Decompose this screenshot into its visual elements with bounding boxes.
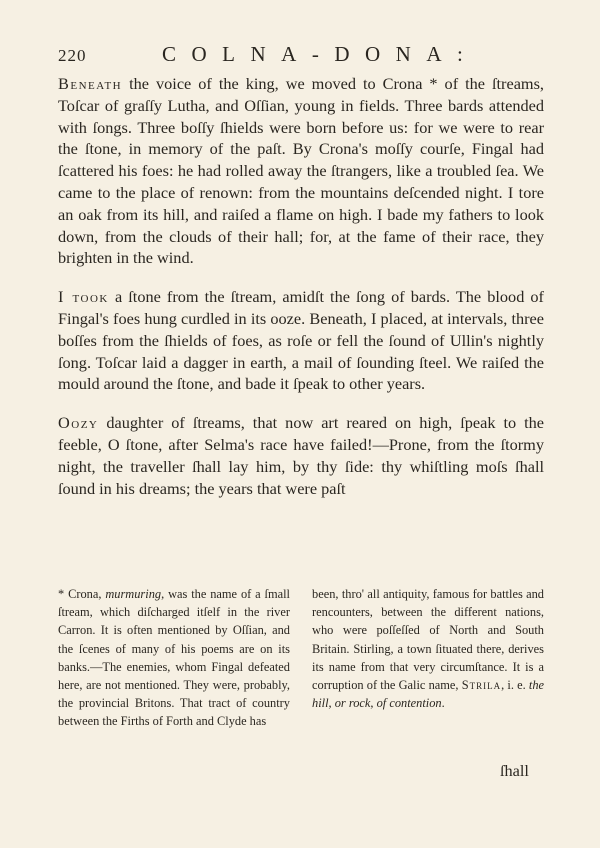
paragraph-3 [58, 412, 544, 499]
footnote-italic: murmuring [105, 587, 162, 601]
footnote-small-caps: Strila [461, 678, 502, 693]
footnote-text-end: . [441, 696, 445, 711]
footnote [58, 585, 544, 731]
page-header [58, 40, 546, 70]
paragraph-lead: Oozy [58, 413, 99, 433]
paragraph-1 [58, 73, 544, 269]
running-title: COLNA-DONA: [162, 42, 479, 66]
footnote-text: been, thro' all antiquity, famous for battles and rencounters, between the different nations, who were poſſeſſed of North and South Britain. Stirling, a town ſituated there, derives its name from that very circumſtance. It is a corruption of the Galic name, [312, 587, 544, 693]
main-text [58, 73, 544, 499]
footnote-text: , was the name of a ſmall ſtream, which diſcharged itſelf in the river Carron. It is often mentioned by Oſſian, and the ſcenes of many of his poems are on its banks.—The enemies, whom Fingal defeated here, are not mentioned. They were, probably, the provincial Britons. That tract of country between the Firths of Forth and Clyde has [58, 587, 290, 729]
paragraph-lead: I took [58, 287, 109, 307]
paragraph-body: a ſtone from the ſtream, amidſt the ſong of bards. The blood of Fingal's foes hung curdled in its ooze. Beneath, I placed, at intervals, three boſſes from the ſhields of foes, as roſe or fell the ſound of Ullin's nightly ſong. Toſcar laid a dagger in earth, a mail of ſounding ſteel. We raiſed the mould around the ſtone, and bade it ſpeak to other years. [58, 287, 544, 394]
paragraph-lead: Beneath [58, 74, 123, 93]
footnote-column-left [58, 585, 290, 731]
page-number: 220 [58, 46, 87, 65]
paragraph-body: daughter of ſtreams, that now art reared on high, ſpeak to the feeble, O ſtone, after Selma's race have failed!—Prone, from the ſtormy night, the traveller ſhall lay him, by thy ſide: thy whiſtling moſs ſhall ſound in his dreams; the years that were paſt [58, 413, 544, 498]
paragraph-body: the voice of the king, we moved to Crona * of the ſtreams, Toſcar of graſſy Lutha, and Oſſian, young in fields. Three bards attended with ſongs. Three boſſy ſhields were born before us: for we were to rear the ſtone, in memory of the paſt. By Crona's moſſy courſe, Fingal had ſcattered his foes: he had rolled away the ſtrangers, like a troubled ſea. We came to the place of renown: from the mountains deſcended night. I tore an oak from its hill, and raiſed a flame on high. I bade my fathers to look down, from the clouds of their hall; for, at the fame of their race, they brighten in the wind. [58, 74, 544, 268]
footnote-text-mid: , i. e. [501, 678, 529, 693]
catchword: ſhall [500, 761, 529, 780]
footnote-marker: * Crona, [58, 587, 106, 601]
paragraph-2 [58, 286, 544, 395]
footnote-column-right [312, 585, 544, 731]
footnote-italic: the hill, or rock, of contention [312, 678, 545, 711]
